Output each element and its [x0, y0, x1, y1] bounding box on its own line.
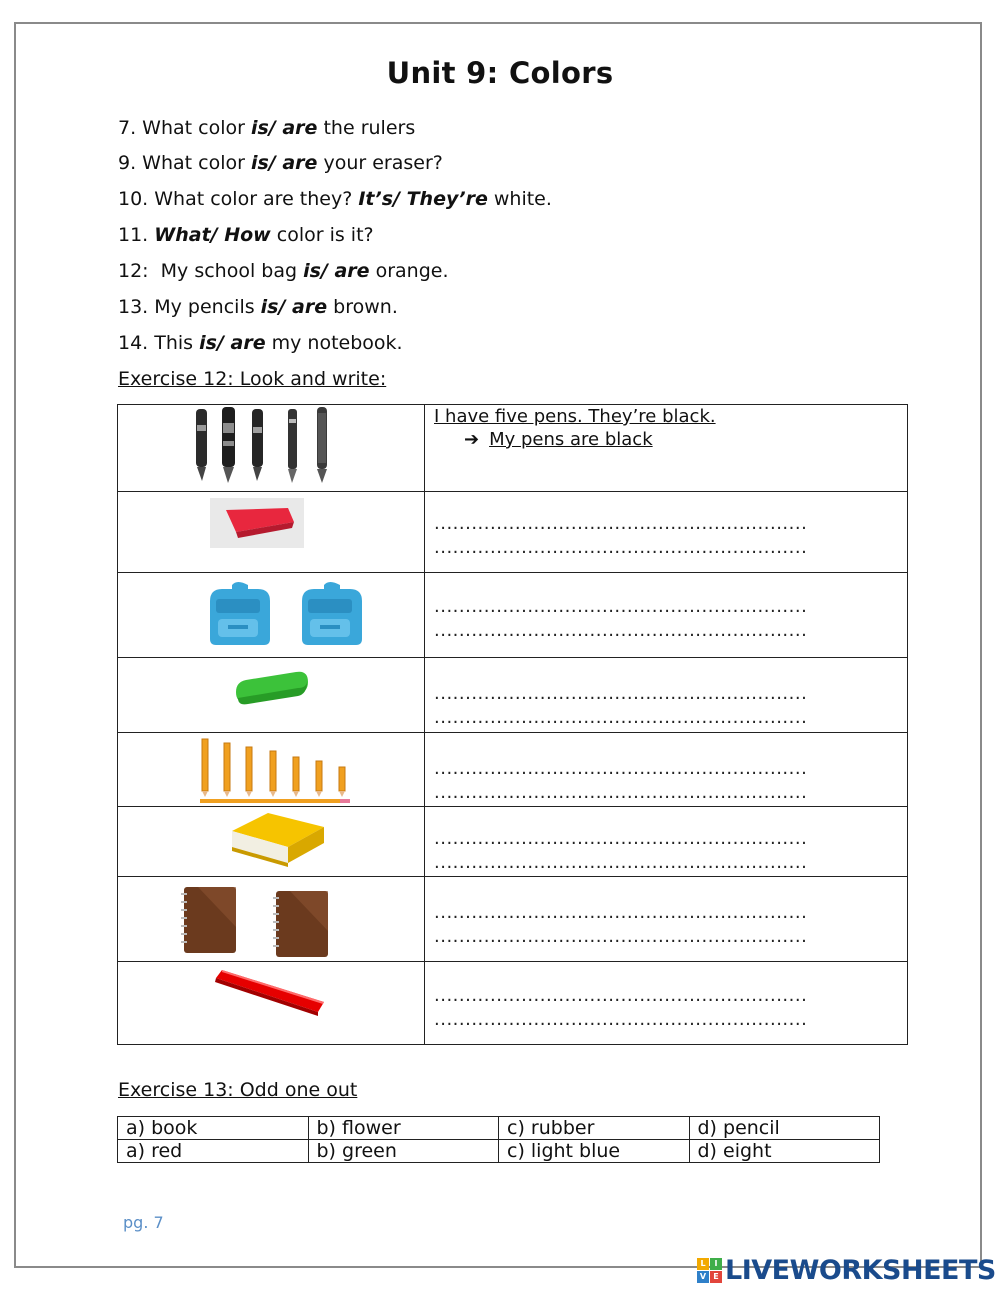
example-answer-line	[434, 428, 907, 451]
exercise-13-heading: Exercise 13: Odd one out	[118, 1079, 358, 1101]
answer-line-2[interactable]: ............................................................	[434, 707, 808, 728]
table-row	[118, 1117, 880, 1140]
exercise-12-heading: Exercise 12: Look and write:	[118, 368, 387, 390]
table-row	[118, 962, 908, 1045]
table-row	[118, 807, 908, 877]
answer-line-2[interactable]: ............................................................	[434, 620, 808, 641]
answer-cell	[425, 733, 908, 807]
pen-5	[317, 407, 327, 483]
pencil-4	[270, 751, 276, 791]
arrow-icon: ➔	[464, 429, 480, 450]
eraser-picture	[118, 492, 424, 572]
notebook-1	[181, 887, 236, 953]
table-row	[118, 877, 908, 962]
answer-cell	[425, 877, 908, 962]
example-answer: My pens are black	[489, 429, 653, 450]
question-13: 13. My pencils is/ are brown.	[118, 296, 398, 318]
notebooks-picture	[118, 877, 424, 961]
pens-picture	[118, 405, 424, 491]
option-cell[interactable]: a) red	[118, 1140, 309, 1163]
school-bag-1	[210, 582, 270, 645]
picture-cell	[118, 573, 425, 658]
pencil-5	[293, 757, 299, 791]
answer-cell	[425, 658, 908, 733]
answer-line-1[interactable]: ............................................................	[434, 985, 808, 1006]
table-row	[118, 1140, 880, 1163]
example-sentence: I have five pens. They’re black.	[434, 406, 716, 427]
option-cell[interactable]: c) rubber	[499, 1117, 690, 1140]
table-row	[118, 492, 908, 573]
notebook-2	[273, 891, 328, 957]
table-row	[118, 658, 908, 733]
picture-cell	[118, 492, 425, 573]
pencil-2	[224, 743, 230, 791]
ruler-picture	[118, 962, 424, 1044]
option-cell[interactable]: a) book	[118, 1117, 309, 1140]
pen-3	[252, 409, 263, 481]
answer-line-1[interactable]: ............................................................	[434, 513, 808, 534]
pen-1	[196, 409, 207, 481]
school-bag-2	[302, 582, 362, 645]
picture-cell	[118, 962, 425, 1045]
picture-cell	[118, 658, 425, 733]
pencil-7	[339, 767, 345, 791]
pencils-picture	[118, 733, 424, 806]
pen-2	[222, 407, 235, 483]
look-and-write-table	[117, 404, 908, 1045]
answer-line-2[interactable]: ............................................................	[434, 782, 808, 803]
answer-line-2[interactable]: ............................................................	[434, 926, 808, 947]
brand-wordmark: LIVEWORKSHEETS	[725, 1254, 996, 1286]
question-10: 10. What color are they? It’s/ They’re white.	[118, 188, 552, 210]
option-cell[interactable]: b) flower	[308, 1117, 499, 1140]
answer-line-1[interactable]: ............................................................	[434, 902, 808, 923]
option-cell[interactable]: d) pencil	[689, 1117, 880, 1140]
school-bags-picture	[118, 573, 424, 657]
answer-line-1[interactable]: ............................................................	[434, 758, 808, 779]
table-row	[118, 733, 908, 807]
answer-line-2[interactable]: ............................................................	[434, 1009, 808, 1030]
question-7: 7. What color is/ are the rulers	[118, 117, 416, 139]
pencil-6	[316, 761, 322, 791]
pencil-1	[202, 739, 208, 791]
question-9: 9. What color is/ are your eraser?	[118, 152, 443, 174]
answer-line-1[interactable]: ............................................................	[434, 683, 808, 704]
answer-cell	[425, 405, 908, 492]
horizontal-pencil	[200, 799, 350, 803]
table-row	[118, 405, 908, 492]
odd-one-out-table	[117, 1116, 880, 1163]
question-12: 12: My school bag is/ are orange.	[118, 260, 449, 282]
book-picture	[118, 807, 424, 876]
answer-line-1[interactable]: ............................................................	[434, 828, 808, 849]
liveworksheets-logo	[697, 1254, 996, 1286]
answer-cell	[425, 492, 908, 573]
pencil-case-picture	[118, 658, 424, 732]
answer-line-2[interactable]: ............................................................	[434, 537, 808, 558]
page-number: pg. 7	[123, 1213, 164, 1232]
answer-cell	[425, 573, 908, 658]
option-cell[interactable]: d) eight	[689, 1140, 880, 1163]
answer-cell	[425, 962, 908, 1045]
pen-4	[288, 409, 297, 483]
logo-icon: L I V E	[697, 1258, 722, 1283]
option-cell[interactable]: c) light blue	[499, 1140, 690, 1163]
answer-line-1[interactable]: ............................................................	[434, 596, 808, 617]
answer-line-2[interactable]: ............................................................	[434, 852, 808, 873]
picture-cell	[118, 877, 425, 962]
pencil-3	[246, 747, 252, 791]
option-cell[interactable]: b) green	[308, 1140, 499, 1163]
picture-cell	[118, 807, 425, 877]
question-11: 11. What/ How color is it?	[118, 224, 374, 246]
table-row	[118, 573, 908, 658]
page-title: Unit 9: Colors	[386, 56, 614, 90]
question-14: 14. This is/ are my notebook.	[118, 332, 403, 354]
answer-cell	[425, 807, 908, 877]
picture-cell	[118, 405, 425, 492]
picture-cell	[118, 733, 425, 807]
